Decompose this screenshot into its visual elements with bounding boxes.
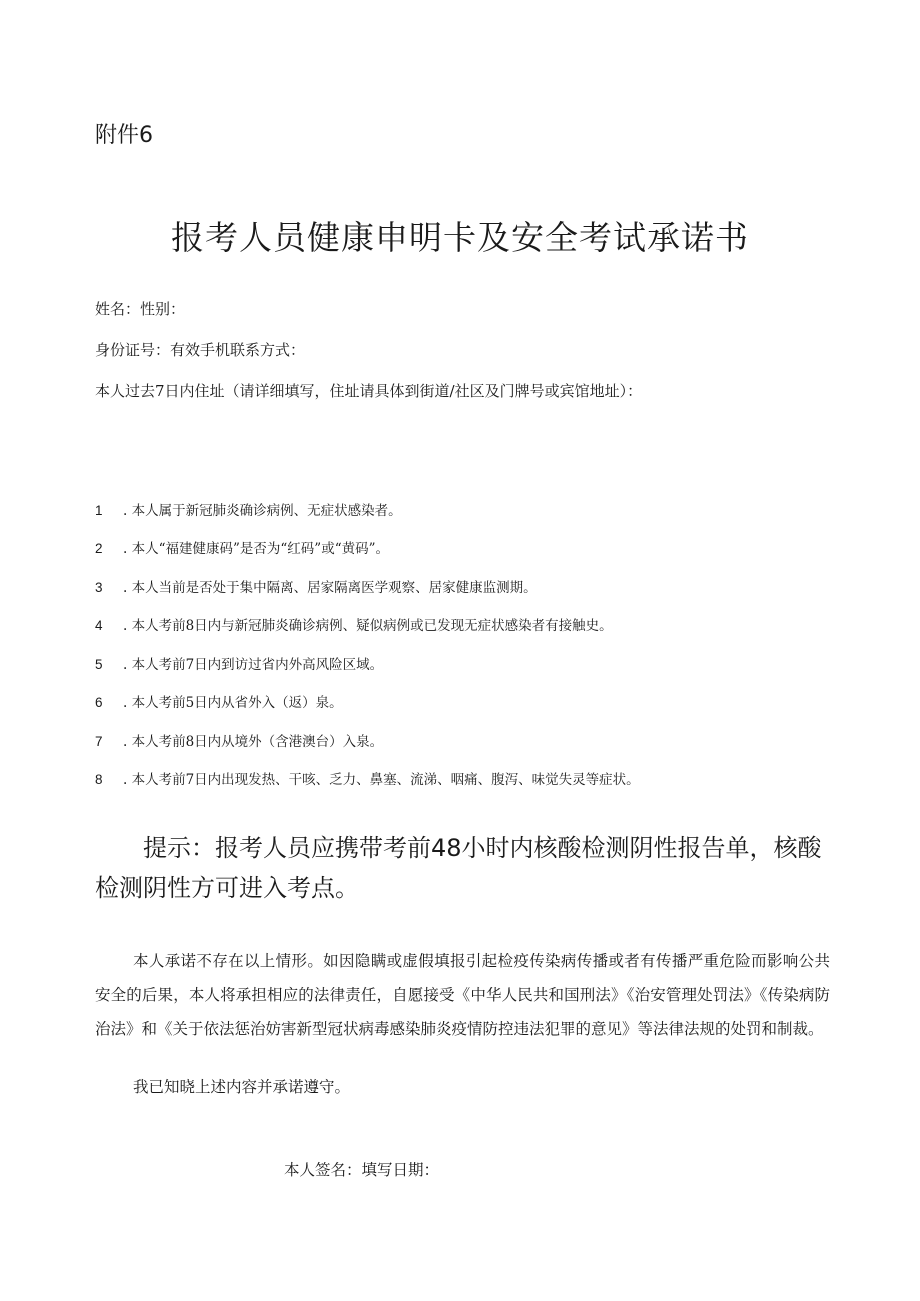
list-item: [95, 653, 383, 673]
id-phone-field: 身份证号：有效手机联系方式：: [95, 341, 306, 359]
item-number: 2: [95, 541, 103, 556]
list-item: [95, 614, 613, 634]
signature-line: 本人签名：填写日期：: [284, 1161, 440, 1179]
item-text: . 本人属于新冠肺炎确诊病例、无症状感染者。: [123, 503, 402, 519]
item-number: 1: [95, 503, 103, 518]
list-item: [95, 768, 640, 788]
item-number: 7: [95, 734, 103, 749]
item-text: . 本人考前7日内出现发热、干咳、乏力、鼻塞、流涕、咽痛、腹泻、味觉失灵等症状。: [123, 772, 640, 788]
list-item: [95, 691, 343, 711]
item-number: 8: [95, 772, 103, 787]
attachment-label: 附件6: [95, 123, 153, 148]
name-gender-field: 姓名：性别：: [95, 300, 186, 318]
item-text: . 本人“福建健康码”是否为“红码”或“黄码”。: [123, 541, 389, 557]
item-text: . 本人考前7日内到访过省内外高风险区域。: [123, 657, 384, 673]
list-item: [95, 576, 537, 596]
tip-text: 提示：报考人员应携带考前48小时内核酸检测阴性报告单，核酸检测阴性方可进入考点。: [95, 834, 822, 902]
list-item: [95, 537, 389, 557]
item-text: . 本人考前8日内从境外（含港澳台）入泉。: [123, 734, 384, 750]
list-item: [95, 499, 402, 519]
item-text: . 本人考前5日内从省外入（返）泉。: [123, 695, 343, 711]
item-text: . 本人考前8日内与新冠肺炎确诊病例、疑似病例或已发现无症状感染者有接触史。: [123, 618, 613, 634]
item-number: 5: [95, 657, 103, 672]
list-item: [95, 730, 383, 750]
address-field: 本人过去7日内住址（请详细填写，住址请具体到街道/社区及门牌号或宾馆地址）：: [95, 382, 643, 400]
item-number: 6: [95, 695, 103, 710]
item-number: 3: [95, 580, 103, 595]
item-number: 4: [95, 618, 103, 633]
tip-notice: [95, 828, 835, 908]
item-text: . 本人当前是否处于集中隔离、居家隔离医学观察、居家健康监测期。: [123, 580, 537, 596]
promise-paragraph: 本人承诺不存在以上情形。如因隐瞒或虚假填报引起检疫传染病传播或者有传播严重危险而影响公共安全的后果，本人将承担相应的法律责任，自愿接受《中华人民共和国刑法》《治安管理处罚法》《传染病防治法》和《关于依法惩治妨害新型冠状病毒感染肺炎疫情防控违法犯罪的意见》等法律法规的处罚和制裁。: [95, 952, 830, 1038]
page-title: 报考人员健康申明卡及安全考试承诺书: [171, 218, 749, 257]
acknowledge-line: 我已知晓上述内容并承诺遵守。: [133, 1078, 351, 1096]
